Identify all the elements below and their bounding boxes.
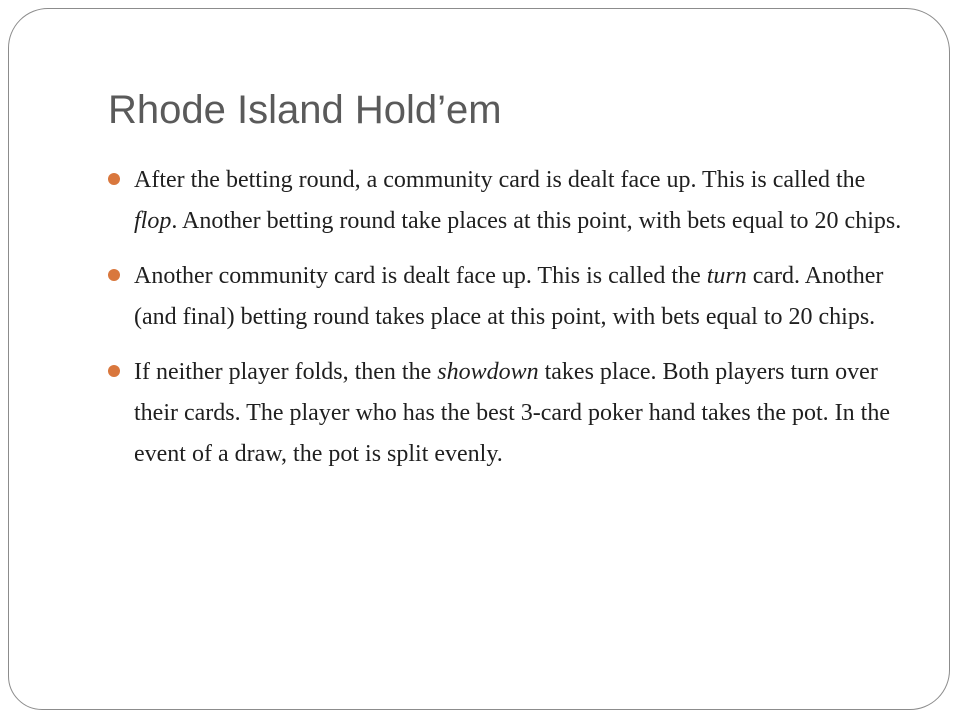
bullet-segment: takes place. Both players turn over their cards. The player who has the best 3-card poker hand takes the pot. In the event of a draw, the pot is split evenly.: [134, 359, 890, 467]
bullet-term-showdown: showdown: [437, 359, 539, 385]
bullet-term-flop: flop: [134, 208, 172, 234]
slide-title: Rhode Island Hold’em: [108, 88, 502, 132]
bullet-list: [106, 160, 906, 489]
bullet-text: [134, 359, 890, 467]
bullet-text: [134, 167, 901, 234]
bullet-segment: Another community card is dealt face up. This is called the: [134, 263, 707, 289]
bullet-dot-icon: [108, 173, 120, 185]
bullet-segment: After the betting round, a community card is dealt face up. This is called the: [134, 167, 866, 193]
bullet-dot-icon: [108, 269, 120, 281]
bullet-segment: . Another betting round take places at this point, with bets equal to 20 chips.: [171, 208, 902, 234]
bullet-segment: card. Another (and final) betting round takes place at this point, with bets equal to 20 chips.: [134, 263, 884, 330]
bullet-dot-icon: [108, 365, 120, 377]
bullet-term-turn: turn: [706, 263, 747, 289]
bullet-segment: If neither player folds, then the: [134, 359, 438, 385]
bullet-item: [106, 256, 906, 338]
bullet-item: [106, 352, 906, 475]
bullet-item: [106, 160, 906, 242]
bullet-text: [134, 263, 883, 330]
